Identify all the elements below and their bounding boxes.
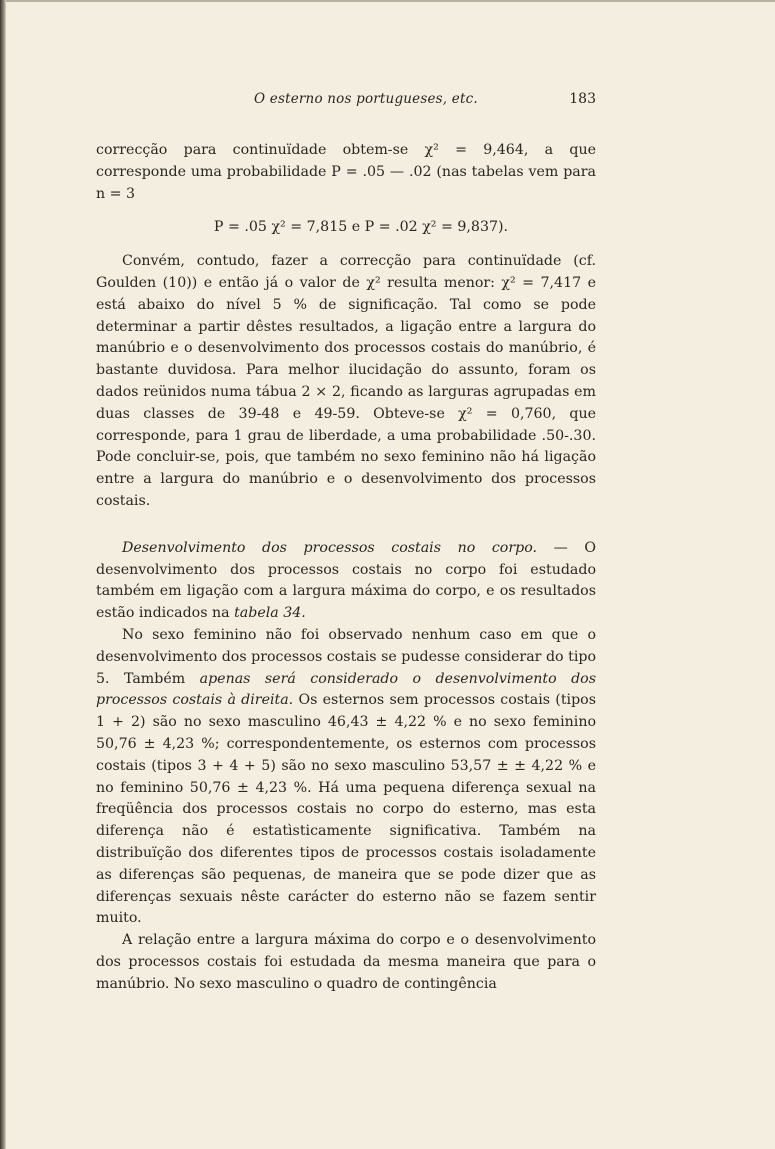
paragraph-female-start: No sexo feminino não foi observado nenhum caso em que o desenvolvimento dos processos costais se pudesse considerar do tipo 5. Também bbox=[96, 626, 596, 687]
page-number: 183 bbox=[569, 91, 596, 107]
paragraph-relation: A relação entre a largura máxima do corpo e o desenvolvimento dos processos costais foi estudada da mesma maneira que para o manúbrio. No sexo masculino o quadro de contingência bbox=[96, 932, 596, 992]
emphasis-text: apenas será considerado o desenvolvimento dos processos costais à direita. bbox=[96, 670, 596, 709]
paragraph-female bbox=[96, 625, 596, 930]
running-title: O esterno nos portugueses, etc. bbox=[254, 91, 478, 107]
equation-line: P = .05 χ² = 7,815 e P = .02 χ² = 9,837). bbox=[213, 219, 509, 236]
section-text: — O desenvolvimento dos processos costais no corpo foi estudado também em ligação com a largura máxima do corpo, e os resultados estão indicados na bbox=[96, 539, 597, 622]
paragraph-correction: Convém, contudo, fazer a correcção para continuïdade (cf. Goulden (10)) e então já o valor de χ² resulta menor: χ² = 7,417 e está abaixo do nível 5 % de significação. Tal como se pode determinar a partir dêstes resultados, a ligação entre a largura do manúbrio e o desenvolvimento dos processos costais do manúbrio, é bastante duvidosa. Para melhor ilucidação do assunto, foram os dados reünidos numa tábua 2 × 2, ficando as larguras agrupadas em duas classes de 39-48 e 49-59. Obteve-se χ² = 0,760, que corresponde, para 1 grau de liberdade, a uma probabilidade .50-.30. Pode concluir-se, pois, que também no sexo feminino não há ligação entre a largura do manúbrio e o desenvolvimento dos processos costais. bbox=[96, 253, 596, 509]
page-header bbox=[96, 91, 596, 111]
page-binding-edge bbox=[0, 0, 6, 1149]
paragraph-continuation: correcção para continuïdade obtem-se χ² = 9,464, a que corresponde uma probabilidade P = .05 — .02 (nas tabelas vem para n = 3 bbox=[96, 142, 596, 202]
table-reference: tabela 34. bbox=[234, 605, 306, 622]
paragraph-female-rest: Os esternos sem processos costais (tipos 1 + 2) são no sexo masculino 46,43 ± 4,22 % e no sexo feminino 50,76 ± 4,23 %; correspondentemente, os esternos com processos costais (tipos 3 + 4 + 5) são no sexo masculino 53,57 ± ± 4,22 % e no feminino 50,76 ± 4,23 %. Há uma pequena diferença sexual na freqüência dos processos costais no corpo do esterno, mas esta diferença não é estatìsticamente significativa. Também na distribuïção dos diferentes tipos de processos costais isoladamente as diferenças são pequenas, de maneira que se pode dizer que as diferenças sexuais nêste carácter do esterno não se fazem sentir muito. bbox=[96, 692, 596, 927]
page-top-edge bbox=[6, 0, 775, 2]
body-text bbox=[96, 140, 596, 995]
section-title: Desenvolvimento dos processos costais no corpo. bbox=[122, 539, 538, 556]
paragraph-section-corpo bbox=[96, 538, 596, 625]
